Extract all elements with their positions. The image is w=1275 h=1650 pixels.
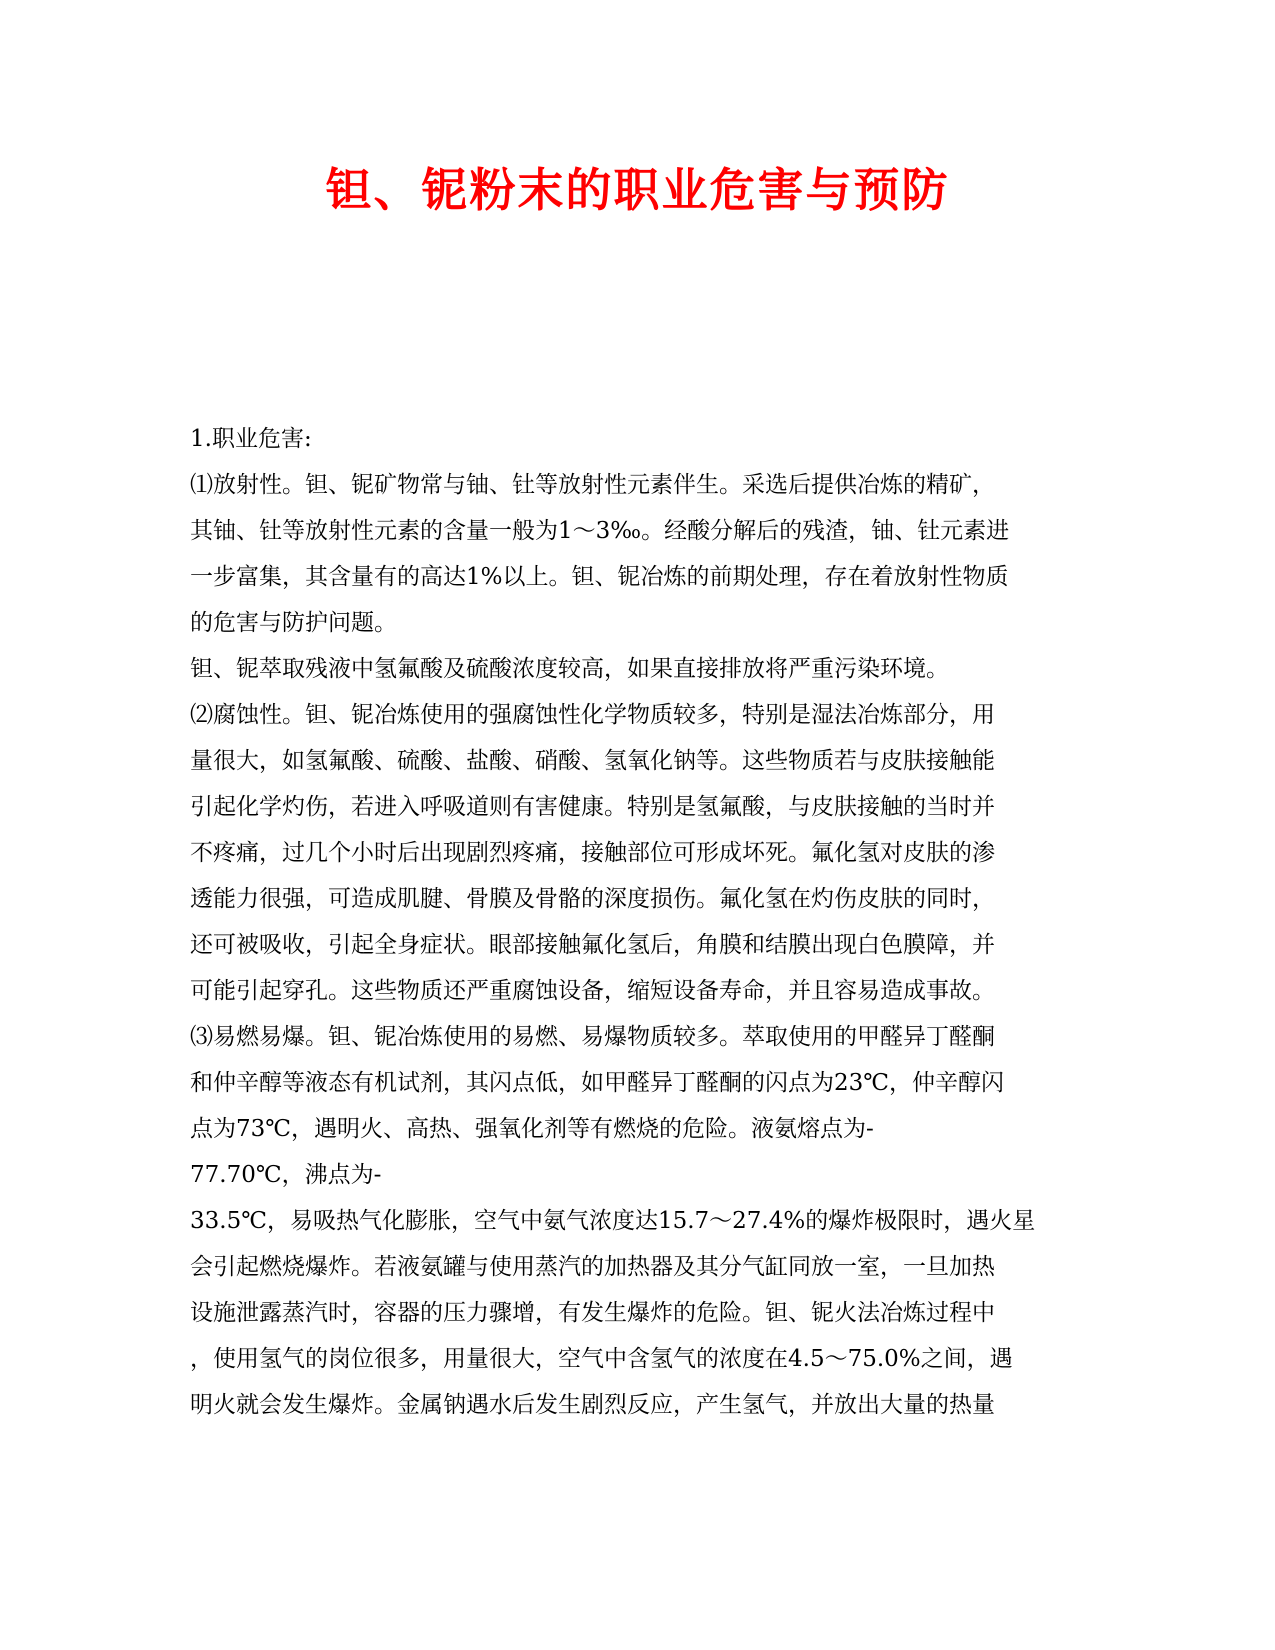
- body-line: 会引起燃烧爆炸。若液氨罐与使用蒸汽的加热器及其分气缸同放一室，一旦加热: [190, 1254, 995, 1280]
- body-line: 一步富集，其含量有的高达1%以上。钽、铌冶炼的前期处理，存在着放射性物质: [190, 564, 1009, 590]
- body-line: ，使用氢气的岗位很多，用量很大，空气中含氢气的浓度在4.5～75.0%之间，遇: [190, 1346, 1013, 1372]
- body-line: 还可被吸收，引起全身症状。眼部接触氟化氢后，角膜和结膜出现白色膜障，并: [190, 932, 995, 958]
- body-line: 可能引起穿孔。这些物质还严重腐蚀设备，缩短设备寿命，并且容易造成事故。: [190, 978, 995, 1004]
- body-line: 量很大，如氢氟酸、硫酸、盐酸、硝酸、氢氧化钠等。这些物质若与皮肤接触能: [190, 748, 995, 774]
- body-line: 钽、铌萃取残液中氢氟酸及硫酸浓度较高，如果直接排放将严重污染环境。: [190, 656, 949, 682]
- body-line: 引起化学灼伤，若进入呼吸道则有害健康。特别是氢氟酸，与皮肤接触的当时并: [190, 794, 995, 820]
- body-line: ⑴放射性。钽、铌矿物常与铀、钍等放射性元素伴生。采选后提供冶炼的精矿，: [190, 472, 995, 498]
- body-line: 和仲辛醇等液态有机试剂，其闪点低，如甲醛异丁醛酮的闪点为23℃，仲辛醇闪: [190, 1070, 1004, 1096]
- body-line: 1.职业危害:: [190, 426, 312, 452]
- body-line: 的危害与防护问题。: [190, 610, 397, 636]
- document-title: 钽、铌粉末的职业危害与预防: [325, 163, 950, 217]
- body-line: 不疼痛，过几个小时后出现剧烈疼痛，接触部位可形成坏死。氟化氢对皮肤的渗: [190, 840, 995, 866]
- body-line: ⑵腐蚀性。钽、铌冶炼使用的强腐蚀性化学物质较多，特别是湿法冶炼部分，用: [190, 702, 995, 728]
- body-line: 点为73℃，遇明火、高热、强氧化剂等有燃烧的危险。液氨熔点为-: [190, 1116, 874, 1142]
- body-line: ⑶易燃易爆。钽、铌冶炼使用的易燃、易爆物质较多。萃取使用的甲醛异丁醛酮: [190, 1024, 995, 1050]
- body-line: 透能力很强，可造成肌腱、骨膜及骨骼的深度损伤。氟化氢在灼伤皮肤的同时，: [190, 886, 995, 912]
- body-line: 其铀、钍等放射性元素的含量一般为1～3‰。经酸分解后的残渣，铀、钍元素进: [190, 518, 1010, 544]
- body-line: 明火就会发生爆炸。金属钠遇水后发生剧烈反应，产生氢气，并放出大量的热量: [190, 1392, 995, 1418]
- body-line: 设施泄露蒸汽时，容器的压力骤增，有发生爆炸的危险。钽、铌火法冶炼过程中: [190, 1300, 995, 1326]
- body-line: 33.5℃，易吸热气化膨胀，空气中氨气浓度达15.7～27.4%的爆炸极限时，遇火星: [190, 1208, 1036, 1234]
- body-line: 77.70℃，沸点为-: [190, 1162, 382, 1188]
